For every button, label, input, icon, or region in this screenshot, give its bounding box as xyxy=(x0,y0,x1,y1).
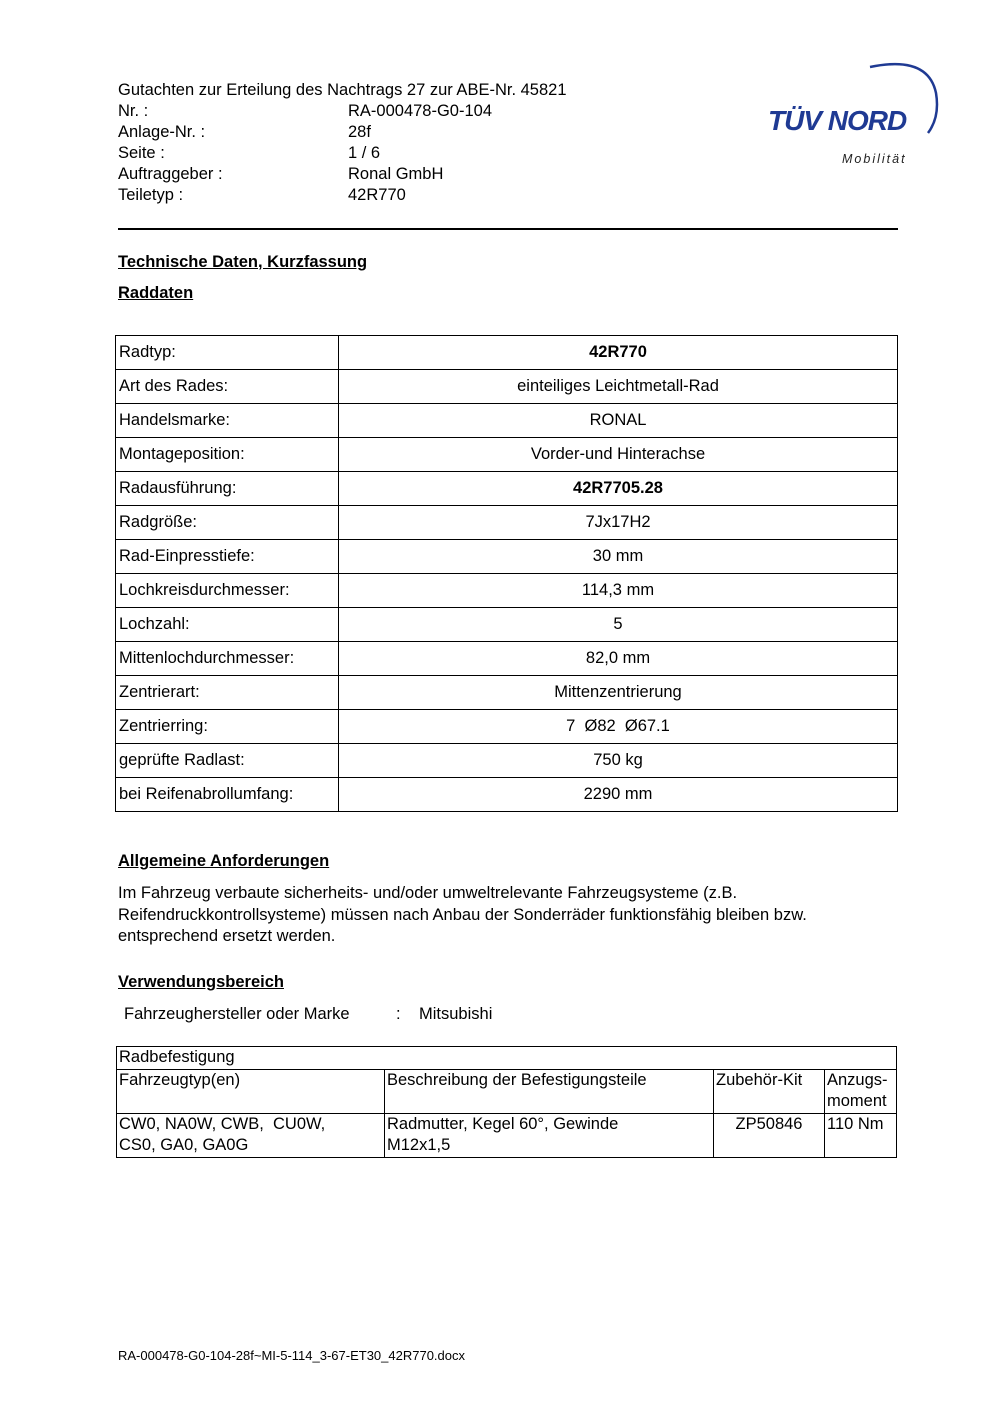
header-value: 1 / 6 xyxy=(348,144,381,162)
header-vehicle-types: Fahrzeugtyp(en) xyxy=(117,1069,385,1113)
header-value: 28f xyxy=(348,123,371,141)
fastening-title: Radbefestigung xyxy=(117,1047,897,1070)
table-row xyxy=(117,1047,897,1070)
wheel-heading: Raddaten xyxy=(118,284,194,302)
header-divider xyxy=(118,228,898,230)
tuv-nord-logo xyxy=(760,55,945,175)
manufacturer-value: Mitsubishi xyxy=(419,1005,493,1023)
logo-brand: TÜV NORD xyxy=(768,105,907,136)
wheel-value: 5 xyxy=(339,608,898,642)
table-row xyxy=(116,778,898,812)
wheel-value: RONAL xyxy=(339,404,898,438)
header-value: RA-000478-G0-104 xyxy=(348,102,493,120)
usage-heading: Verwendungsbereich xyxy=(118,973,284,991)
wheel-value: Vorder-und Hinterachse xyxy=(339,438,898,472)
header-label: Auftraggeber : xyxy=(118,165,223,183)
table-row xyxy=(116,540,898,574)
header-label: Teiletyp : xyxy=(118,186,184,204)
table-row xyxy=(116,676,898,710)
header-torque-line: Anzugs- xyxy=(827,1070,888,1089)
vehicle-types-line: CS0, GA0, GA0G xyxy=(119,1136,249,1154)
wheel-label: Zentrierring: xyxy=(116,710,339,744)
table-row xyxy=(116,574,898,608)
wheel-value: einteiliges Leichtmetall-Rad xyxy=(339,370,898,404)
header-value: 42R770 xyxy=(348,186,406,204)
header-kit: Zubehör-Kit xyxy=(714,1069,825,1113)
table-row xyxy=(116,472,898,506)
wheel-label: bei Reifenabrollumfang: xyxy=(116,778,339,812)
wheel-value: 7 Ø82 Ø67.1 xyxy=(339,710,898,744)
header-torque-line: moment xyxy=(827,1092,887,1110)
cell-description xyxy=(385,1113,714,1157)
wheel-label: Lochkreisdurchmesser: xyxy=(116,574,339,608)
wheel-data-table xyxy=(115,335,898,812)
wheel-label: Lochzahl: xyxy=(116,608,339,642)
wheel-value: 114,3 mm xyxy=(339,574,898,608)
cell-vehicle-types xyxy=(117,1113,385,1157)
cell-kit: ZP50846 xyxy=(714,1113,825,1157)
table-row xyxy=(116,404,898,438)
wheel-value: 750 kg xyxy=(339,744,898,778)
table-row xyxy=(116,370,898,404)
logo-subtitle: Mobilität xyxy=(842,152,907,166)
table-row xyxy=(116,642,898,676)
header-label: Seite : xyxy=(118,144,165,162)
table-row xyxy=(116,608,898,642)
wheel-label: Radgröße: xyxy=(116,506,339,540)
wheel-label: Art des Rades: xyxy=(116,370,339,404)
manufacturer-row xyxy=(124,1005,493,1024)
table-row xyxy=(117,1069,897,1113)
general-text: Im Fahrzeug verbaute sicherheits- und/oder umweltrelevante Fahrzeugsysteme (z.B. Reifendruckkontrollsysteme) müssen nach Anbau der Sonderräder funktionsfähig bleiben bzw. entsprechend ersetzt werden. xyxy=(118,884,807,945)
cell-torque: 110 Nm xyxy=(825,1113,897,1157)
wheel-label: Radtyp: xyxy=(116,336,339,370)
header-title-line: Gutachten zur Erteilung des Nachtrags 27 zur ABE-Nr. 45821 xyxy=(118,81,567,99)
header-label: Nr. : xyxy=(118,102,149,120)
wheel-value: 42R770 xyxy=(339,336,898,370)
vehicle-types-line: CW0, NA0W, CWB, CU0W, xyxy=(119,1114,326,1133)
table-row xyxy=(116,438,898,472)
general-heading: Allgemeine Anforderungen xyxy=(118,852,330,870)
table-row xyxy=(116,336,898,370)
wheel-value: Mittenzentrierung xyxy=(339,676,898,710)
footer-filename: RA-000478-G0-104-28f~MI-5-114_3-67-ET30_42R770.docx xyxy=(118,1348,465,1363)
wheel-value: 2290 mm xyxy=(339,778,898,812)
wheel-label: Handelsmarke: xyxy=(116,404,339,438)
header-description: Beschreibung der Befestigungsteile xyxy=(385,1069,714,1113)
wheel-value: 7Jx17H2 xyxy=(339,506,898,540)
wheel-value: 42R7705.28 xyxy=(339,472,898,506)
table-row xyxy=(117,1113,897,1157)
wheel-label: Mittenlochdurchmesser: xyxy=(116,642,339,676)
description-line: Radmutter, Kegel 60°, Gewinde xyxy=(387,1114,619,1133)
wheel-label: Radausführung: xyxy=(116,472,339,506)
table-row xyxy=(116,506,898,540)
header-value: Ronal GmbH xyxy=(348,165,444,183)
table-row xyxy=(116,710,898,744)
description-line: M12x1,5 xyxy=(387,1136,451,1154)
wheel-value: 82,0 mm xyxy=(339,642,898,676)
wheel-label: Zentrierart: xyxy=(116,676,339,710)
wheel-label: geprüfte Radlast: xyxy=(116,744,339,778)
wheel-label: Montageposition: xyxy=(116,438,339,472)
manufacturer-separator: : xyxy=(396,1005,401,1023)
fastening-table xyxy=(116,1046,897,1158)
tech-heading: Technische Daten, Kurzfassung xyxy=(118,253,368,271)
table-row xyxy=(116,744,898,778)
wheel-value: 30 mm xyxy=(339,540,898,574)
wheel-label: Rad-Einpresstiefe: xyxy=(116,540,339,574)
manufacturer-label: Fahrzeughersteller oder Marke xyxy=(124,1005,350,1023)
header-torque xyxy=(825,1069,897,1113)
header-label: Anlage-Nr. : xyxy=(118,123,206,141)
